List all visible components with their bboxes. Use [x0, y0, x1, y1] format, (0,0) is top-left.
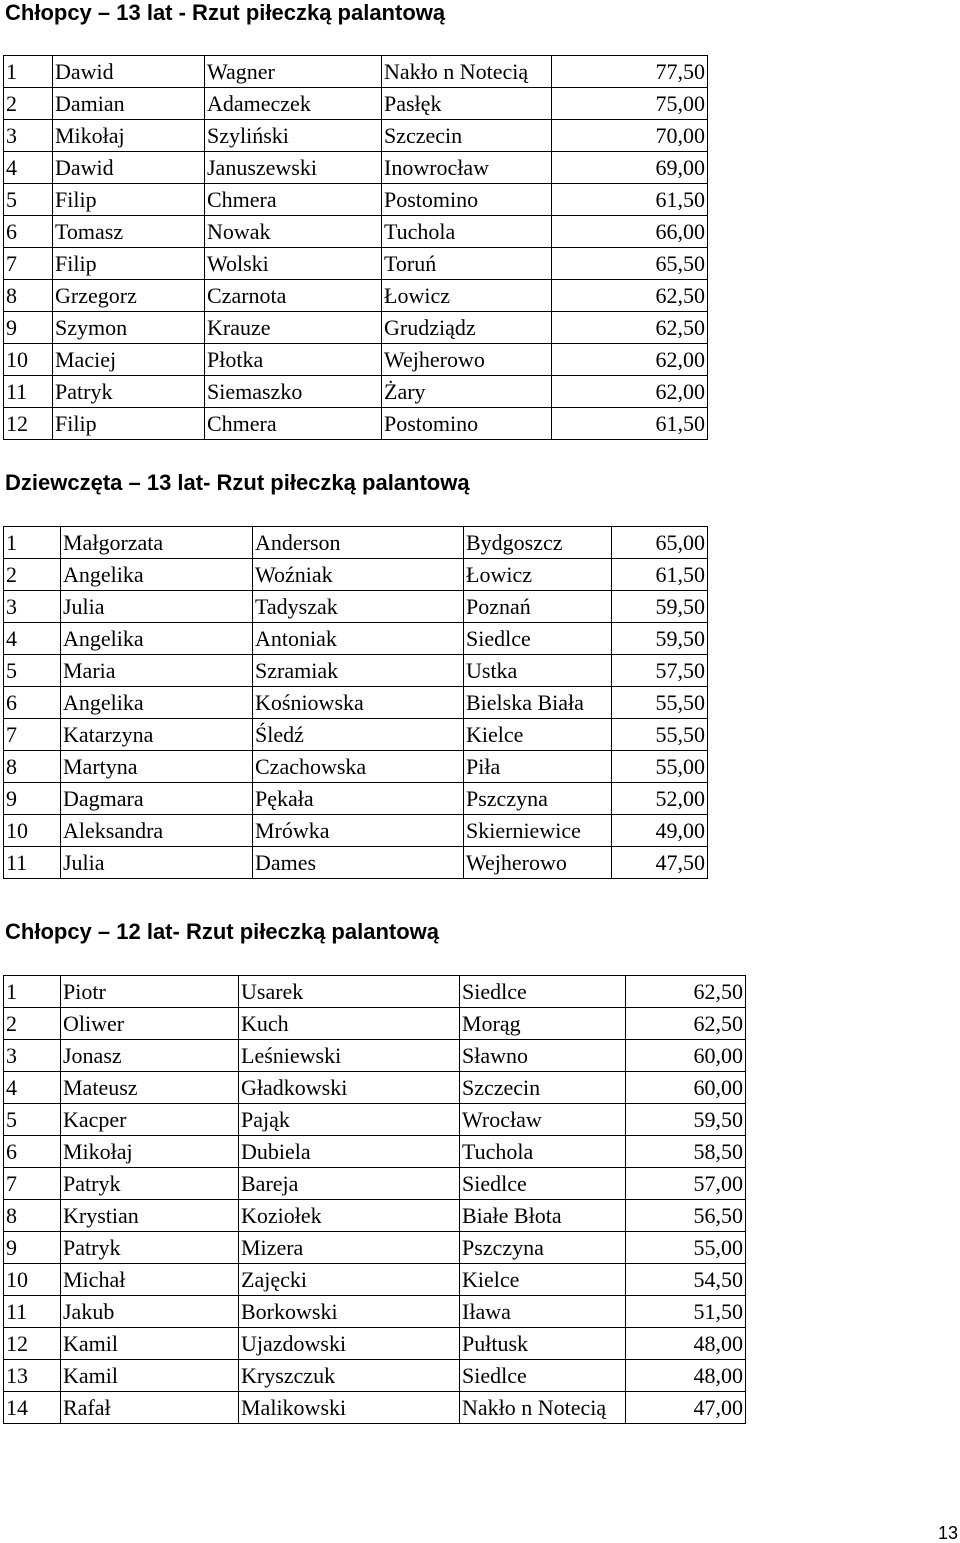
- city-cell: Siedlce: [464, 623, 612, 655]
- first-name-cell: Dagmara: [61, 783, 253, 815]
- table-row: [4, 344, 708, 376]
- first-name-cell: Damian: [53, 88, 205, 120]
- last-name-cell: Czarnota: [205, 280, 382, 312]
- score-cell: 62,50: [552, 280, 708, 312]
- city-cell: Białe Błota: [460, 1200, 626, 1232]
- table-row: [4, 216, 708, 248]
- last-name-cell: Dames: [253, 847, 464, 879]
- table-row: [4, 1232, 746, 1264]
- score-cell: 55,50: [612, 719, 708, 751]
- city-cell: Łowicz: [464, 559, 612, 591]
- rank-cell: 1: [4, 976, 61, 1008]
- score-cell: 57,50: [612, 655, 708, 687]
- score-cell: 75,00: [552, 88, 708, 120]
- rank-cell: 11: [4, 847, 61, 879]
- rank-cell: 8: [4, 751, 61, 783]
- city-cell: Szczecin: [382, 120, 552, 152]
- city-cell: Wejherowo: [382, 344, 552, 376]
- first-name-cell: Kamil: [61, 1328, 239, 1360]
- first-name-cell: Mikołaj: [53, 120, 205, 152]
- city-cell: Pszczyna: [460, 1232, 626, 1264]
- city-cell: Pułtusk: [460, 1328, 626, 1360]
- score-cell: 52,00: [612, 783, 708, 815]
- score-cell: 65,50: [552, 248, 708, 280]
- score-cell: 49,00: [612, 815, 708, 847]
- table-row: [4, 1136, 746, 1168]
- city-cell: Ustka: [464, 655, 612, 687]
- last-name-cell: Nowak: [205, 216, 382, 248]
- score-cell: 59,50: [612, 623, 708, 655]
- score-cell: 48,00: [626, 1328, 746, 1360]
- first-name-cell: Patryk: [61, 1232, 239, 1264]
- last-name-cell: Krauze: [205, 312, 382, 344]
- table-row: [4, 1328, 746, 1360]
- first-name-cell: Dawid: [53, 152, 205, 184]
- first-name-cell: Filip: [53, 408, 205, 440]
- rank-cell: 9: [4, 783, 61, 815]
- first-name-cell: Piotr: [61, 976, 239, 1008]
- table-row: [4, 559, 708, 591]
- section-title-girls-13: Dziewczęta – 13 lat- Rzut piłeczką palantową: [5, 470, 470, 495]
- rank-cell: 8: [4, 280, 53, 312]
- rank-cell: 5: [4, 655, 61, 687]
- rank-cell: 1: [4, 527, 61, 559]
- rank-cell: 3: [4, 1040, 61, 1072]
- rank-cell: 4: [4, 152, 53, 184]
- first-name-cell: Filip: [53, 184, 205, 216]
- score-cell: 62,00: [552, 376, 708, 408]
- score-cell: 62,00: [552, 344, 708, 376]
- first-name-cell: Małgorzata: [61, 527, 253, 559]
- first-name-cell: Angelika: [61, 559, 253, 591]
- city-cell: Postomino: [382, 408, 552, 440]
- city-cell: Szczecin: [460, 1072, 626, 1104]
- results-table-boys-13: [3, 55, 708, 440]
- city-cell: Pasłęk: [382, 88, 552, 120]
- last-name-cell: Wolski: [205, 248, 382, 280]
- last-name-cell: Płotka: [205, 344, 382, 376]
- rank-cell: 1: [4, 56, 53, 88]
- last-name-cell: Pękała: [253, 783, 464, 815]
- score-cell: 60,00: [626, 1040, 746, 1072]
- last-name-cell: Czachowska: [253, 751, 464, 783]
- last-name-cell: Chmera: [205, 408, 382, 440]
- first-name-cell: Dawid: [53, 56, 205, 88]
- last-name-cell: Chmera: [205, 184, 382, 216]
- last-name-cell: Śledź: [253, 719, 464, 751]
- score-cell: 51,50: [626, 1296, 746, 1328]
- page-number: 13: [937, 1523, 958, 1543]
- first-name-cell: Patryk: [53, 376, 205, 408]
- last-name-cell: Pająk: [239, 1104, 460, 1136]
- first-name-cell: Angelika: [61, 687, 253, 719]
- city-cell: Postomino: [382, 184, 552, 216]
- first-name-cell: Filip: [53, 248, 205, 280]
- last-name-cell: Szramiak: [253, 655, 464, 687]
- last-name-cell: Ujazdowski: [239, 1328, 460, 1360]
- table-row: [4, 719, 708, 751]
- rank-cell: 7: [4, 719, 61, 751]
- rank-cell: 4: [4, 623, 61, 655]
- city-cell: Kielce: [460, 1264, 626, 1296]
- table-row: [4, 56, 708, 88]
- city-cell: Tuchola: [460, 1136, 626, 1168]
- rank-cell: 10: [4, 815, 61, 847]
- last-name-cell: Wagner: [205, 56, 382, 88]
- last-name-cell: Koziołek: [239, 1200, 460, 1232]
- results-table-girls-13: [3, 526, 708, 879]
- last-name-cell: Zajęcki: [239, 1264, 460, 1296]
- rank-cell: 7: [4, 1168, 61, 1200]
- last-name-cell: Gładkowski: [239, 1072, 460, 1104]
- first-name-cell: Patryk: [61, 1168, 239, 1200]
- city-cell: Nakło n Notecią: [460, 1392, 626, 1424]
- last-name-cell: Antoniak: [253, 623, 464, 655]
- last-name-cell: Mrówka: [253, 815, 464, 847]
- score-cell: 62,50: [552, 312, 708, 344]
- score-cell: 59,50: [612, 591, 708, 623]
- city-cell: Tuchola: [382, 216, 552, 248]
- table-row: [4, 152, 708, 184]
- last-name-cell: Usarek: [239, 976, 460, 1008]
- last-name-cell: Malikowski: [239, 1392, 460, 1424]
- results-table-boys-12: [3, 975, 746, 1424]
- table-row: [4, 408, 708, 440]
- rank-cell: 2: [4, 88, 53, 120]
- table-row: [4, 248, 708, 280]
- last-name-cell: Kośniowska: [253, 687, 464, 719]
- table-row: [4, 655, 708, 687]
- table-row: [4, 1168, 746, 1200]
- score-cell: 47,50: [612, 847, 708, 879]
- rank-cell: 12: [4, 1328, 61, 1360]
- last-name-cell: Woźniak: [253, 559, 464, 591]
- first-name-cell: Kacper: [61, 1104, 239, 1136]
- score-cell: 58,50: [626, 1136, 746, 1168]
- score-cell: 69,00: [552, 152, 708, 184]
- table-row: [4, 280, 708, 312]
- first-name-cell: Julia: [61, 591, 253, 623]
- table-row: [4, 1360, 746, 1392]
- rank-cell: 2: [4, 1008, 61, 1040]
- table-row: [4, 184, 708, 216]
- table-row: [4, 751, 708, 783]
- table-row: [4, 376, 708, 408]
- table-row: [4, 1008, 746, 1040]
- city-cell: Sławno: [460, 1040, 626, 1072]
- first-name-cell: Katarzyna: [61, 719, 253, 751]
- city-cell: Bielska Biała: [464, 687, 612, 719]
- city-cell: Grudziądz: [382, 312, 552, 344]
- score-cell: 61,50: [552, 184, 708, 216]
- score-cell: 61,50: [612, 559, 708, 591]
- table-row: [4, 1200, 746, 1232]
- rank-cell: 12: [4, 408, 53, 440]
- score-cell: 62,50: [626, 1008, 746, 1040]
- score-cell: 66,00: [552, 216, 708, 248]
- rank-cell: 8: [4, 1200, 61, 1232]
- last-name-cell: Siemaszko: [205, 376, 382, 408]
- table-row: [4, 88, 708, 120]
- first-name-cell: Mikołaj: [61, 1136, 239, 1168]
- rank-cell: 10: [4, 344, 53, 376]
- table-row: [4, 1296, 746, 1328]
- first-name-cell: Krystian: [61, 1200, 239, 1232]
- first-name-cell: Jonasz: [61, 1040, 239, 1072]
- rank-cell: 11: [4, 1296, 61, 1328]
- last-name-cell: Anderson: [253, 527, 464, 559]
- table-row: [4, 976, 746, 1008]
- score-cell: 77,50: [552, 56, 708, 88]
- city-cell: Piła: [464, 751, 612, 783]
- table-row: [4, 1104, 746, 1136]
- first-name-cell: Oliwer: [61, 1008, 239, 1040]
- city-cell: Nakło n Notecią: [382, 56, 552, 88]
- rank-cell: 6: [4, 687, 61, 719]
- section-title-boys-12: Chłopcy – 12 lat- Rzut piłeczką palantową: [5, 919, 439, 944]
- score-cell: 54,50: [626, 1264, 746, 1296]
- city-cell: Poznań: [464, 591, 612, 623]
- table-row: [4, 527, 708, 559]
- score-cell: 57,00: [626, 1168, 746, 1200]
- score-cell: 62,50: [626, 976, 746, 1008]
- first-name-cell: Mateusz: [61, 1072, 239, 1104]
- first-name-cell: Jakub: [61, 1296, 239, 1328]
- first-name-cell: Tomasz: [53, 216, 205, 248]
- table-row: [4, 120, 708, 152]
- city-cell: Bydgoszcz: [464, 527, 612, 559]
- rank-cell: 10: [4, 1264, 61, 1296]
- section-title-boys-13: Chłopcy – 13 lat - Rzut piłeczką palantową: [5, 0, 446, 25]
- rank-cell: 6: [4, 216, 53, 248]
- last-name-cell: Adameczek: [205, 88, 382, 120]
- city-cell: Żary: [382, 376, 552, 408]
- table-row: [4, 1392, 746, 1424]
- city-cell: Skierniewice: [464, 815, 612, 847]
- first-name-cell: Angelika: [61, 623, 253, 655]
- score-cell: 60,00: [626, 1072, 746, 1104]
- first-name-cell: Maciej: [53, 344, 205, 376]
- city-cell: Morąg: [460, 1008, 626, 1040]
- rank-cell: 4: [4, 1072, 61, 1104]
- first-name-cell: Grzegorz: [53, 280, 205, 312]
- last-name-cell: Bareja: [239, 1168, 460, 1200]
- last-name-cell: Dubiela: [239, 1136, 460, 1168]
- rank-cell: 11: [4, 376, 53, 408]
- table-row: [4, 815, 708, 847]
- rank-cell: 5: [4, 184, 53, 216]
- rank-cell: 5: [4, 1104, 61, 1136]
- city-cell: Toruń: [382, 248, 552, 280]
- last-name-cell: Borkowski: [239, 1296, 460, 1328]
- score-cell: 55,00: [626, 1232, 746, 1264]
- score-cell: 56,50: [626, 1200, 746, 1232]
- score-cell: 65,00: [612, 527, 708, 559]
- first-name-cell: Martyna: [61, 751, 253, 783]
- first-name-cell: Rafał: [61, 1392, 239, 1424]
- first-name-cell: Maria: [61, 655, 253, 687]
- city-cell: Kielce: [464, 719, 612, 751]
- first-name-cell: Julia: [61, 847, 253, 879]
- last-name-cell: Tadyszak: [253, 591, 464, 623]
- city-cell: Wrocław: [460, 1104, 626, 1136]
- city-cell: Wejherowo: [464, 847, 612, 879]
- table-row: [4, 312, 708, 344]
- score-cell: 61,50: [552, 408, 708, 440]
- score-cell: 70,00: [552, 120, 708, 152]
- table-row: [4, 783, 708, 815]
- table-row: [4, 1264, 746, 1296]
- table-row: [4, 591, 708, 623]
- rank-cell: 3: [4, 120, 53, 152]
- last-name-cell: Mizera: [239, 1232, 460, 1264]
- last-name-cell: Kryszczuk: [239, 1360, 460, 1392]
- last-name-cell: Szyliński: [205, 120, 382, 152]
- score-cell: 55,50: [612, 687, 708, 719]
- city-cell: Siedlce: [460, 1168, 626, 1200]
- rank-cell: 14: [4, 1392, 61, 1424]
- city-cell: Iława: [460, 1296, 626, 1328]
- rank-cell: 6: [4, 1136, 61, 1168]
- score-cell: 47,00: [626, 1392, 746, 1424]
- last-name-cell: Leśniewski: [239, 1040, 460, 1072]
- city-cell: Siedlce: [460, 1360, 626, 1392]
- first-name-cell: Kamil: [61, 1360, 239, 1392]
- rank-cell: 3: [4, 591, 61, 623]
- score-cell: 55,00: [612, 751, 708, 783]
- rank-cell: 7: [4, 248, 53, 280]
- rank-cell: 9: [4, 1232, 61, 1264]
- last-name-cell: Januszewski: [205, 152, 382, 184]
- city-cell: Pszczyna: [464, 783, 612, 815]
- city-cell: Siedlce: [460, 976, 626, 1008]
- table-row: [4, 623, 708, 655]
- first-name-cell: Szymon: [53, 312, 205, 344]
- first-name-cell: Aleksandra: [61, 815, 253, 847]
- table-row: [4, 687, 708, 719]
- score-cell: 48,00: [626, 1360, 746, 1392]
- last-name-cell: Kuch: [239, 1008, 460, 1040]
- city-cell: Inowrocław: [382, 152, 552, 184]
- first-name-cell: Michał: [61, 1264, 239, 1296]
- rank-cell: 13: [4, 1360, 61, 1392]
- table-row: [4, 1072, 746, 1104]
- score-cell: 59,50: [626, 1104, 746, 1136]
- rank-cell: 2: [4, 559, 61, 591]
- table-row: [4, 847, 708, 879]
- city-cell: Łowicz: [382, 280, 552, 312]
- table-row: [4, 1040, 746, 1072]
- rank-cell: 9: [4, 312, 53, 344]
